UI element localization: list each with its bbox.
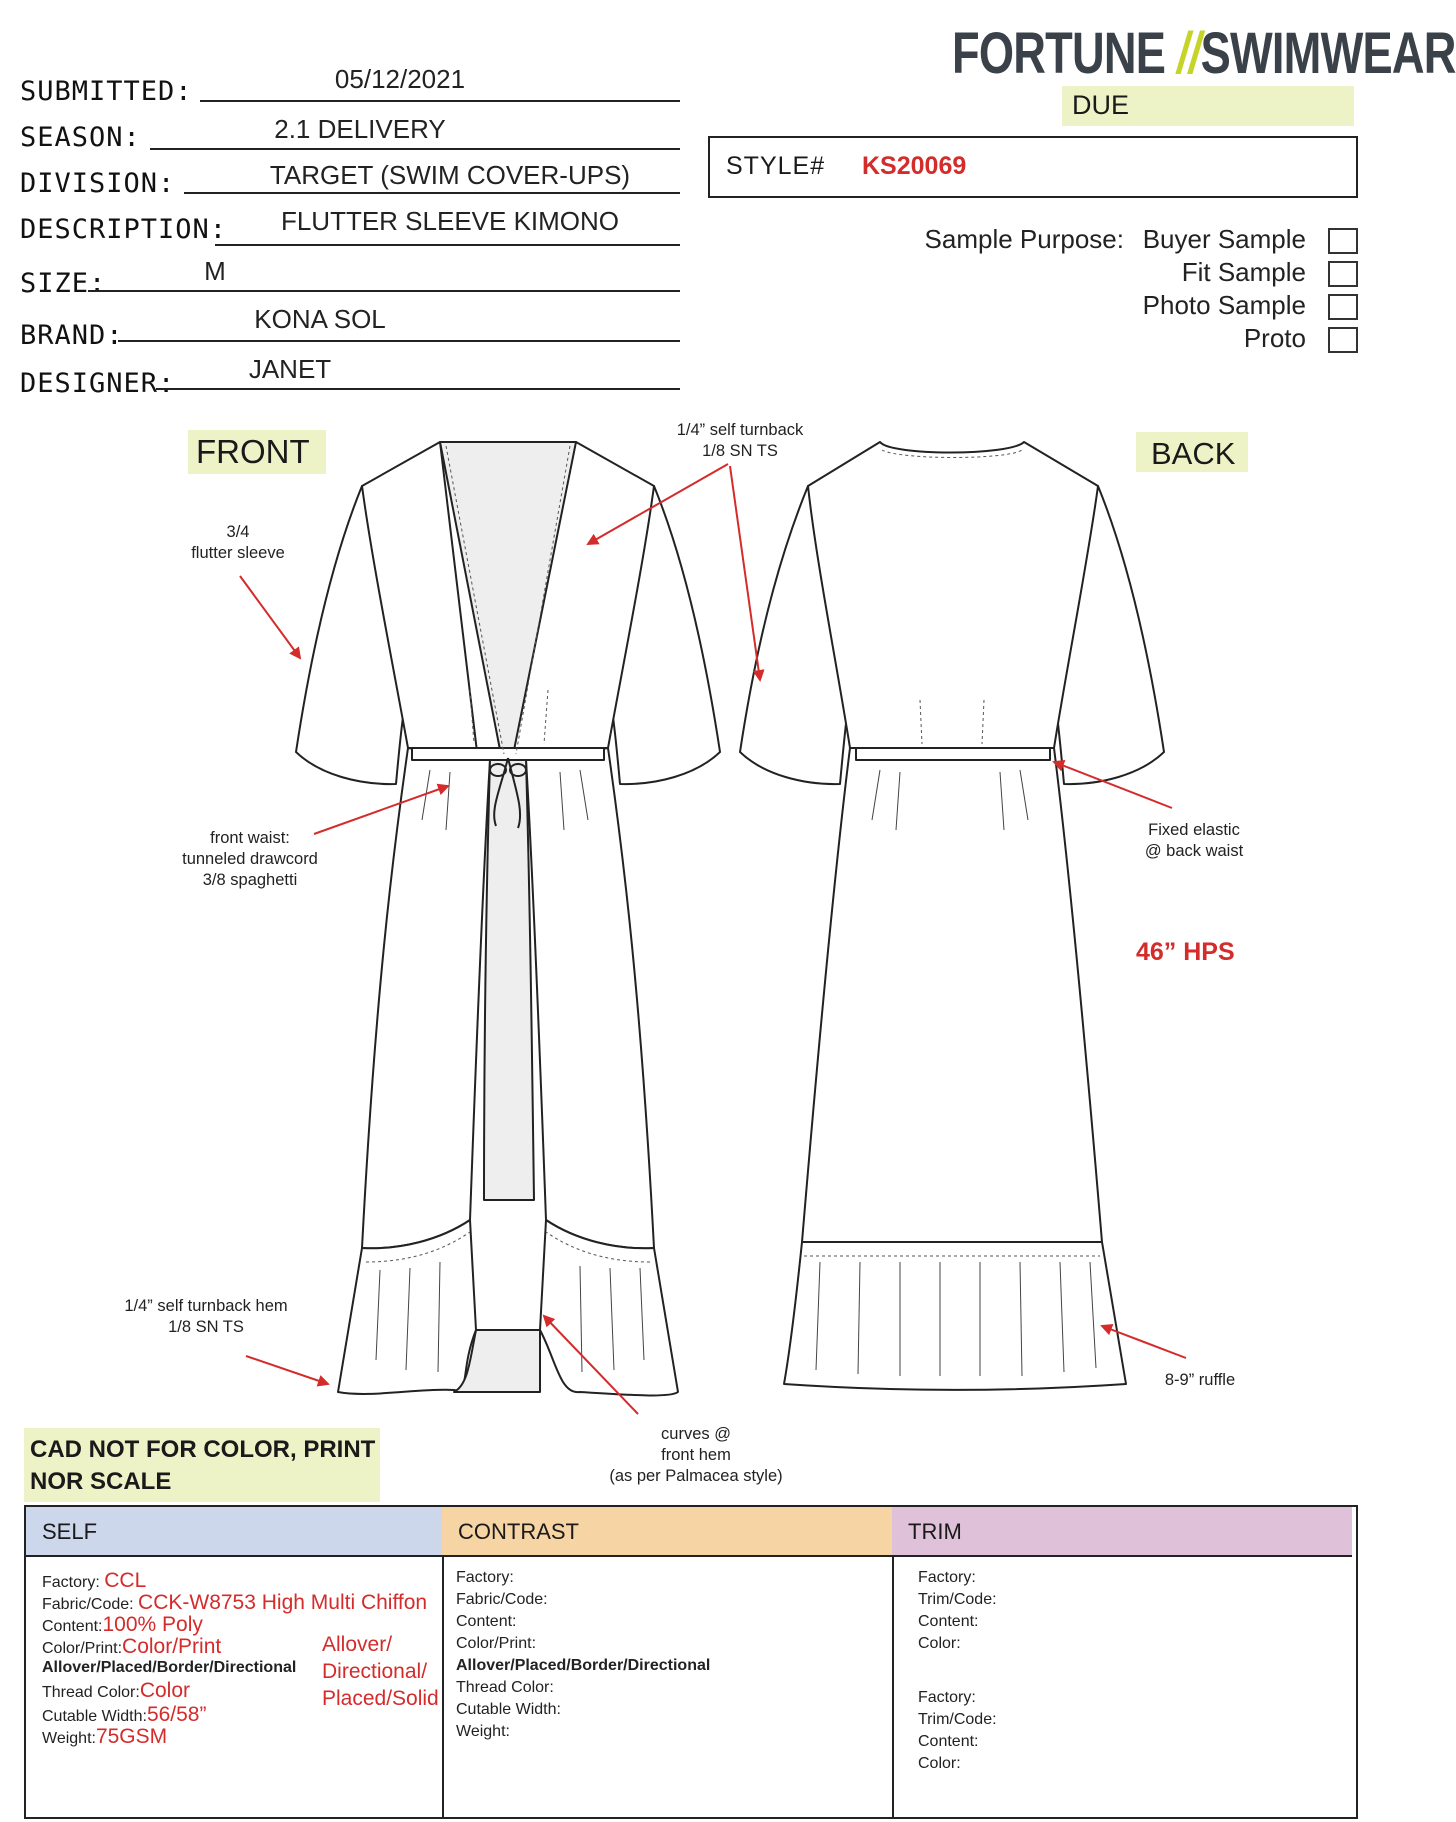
front-skirt	[362, 748, 490, 1248]
submitted-label: SUBMITTED:	[20, 76, 193, 107]
sleeve-note: 3/4 flutter sleeve	[191, 523, 285, 562]
brand-value: KONA SOL	[254, 304, 386, 334]
trim-code: Trim/Code:	[918, 1591, 997, 1608]
materials-table	[24, 1505, 1358, 1819]
sample-option-proto: Proto	[1243, 323, 1306, 353]
contrast-weight: Weight:	[456, 1723, 510, 1740]
size-label: SIZE:	[20, 268, 107, 299]
sample-option-fit: Fit Sample	[1181, 257, 1306, 287]
self-weight: Weight:75GSM	[42, 1725, 168, 1748]
curves-note: curves @ front hem (as per Palmacea style)	[609, 1425, 783, 1485]
disclaimer-text: CAD NOT FOR COLOR, PRINT NOR SCALE	[30, 1436, 376, 1495]
trim-header: TRIM	[892, 1507, 1352, 1557]
style-number: KS20069	[862, 152, 967, 180]
season-value: 2.1 DELIVERY	[274, 114, 446, 144]
self-fabric: Fabric/Code: CCK-W8753 High Multi Chiffon	[42, 1591, 428, 1614]
trim-color: Color:	[918, 1635, 961, 1652]
hps-measurement: 46” HPS	[1136, 938, 1235, 966]
self-print-types: Allover/Placed/Border/Directional	[42, 1659, 297, 1676]
self-color: Color/Print:Color/Print	[42, 1635, 222, 1658]
back-ruffle	[784, 1242, 1126, 1390]
style-label: STYLE#	[726, 152, 826, 180]
trim2-code: Trim/Code:	[918, 1711, 997, 1728]
trim-content: Content:	[918, 1613, 979, 1630]
self-content: Content:100% Poly	[42, 1613, 203, 1636]
front-garment	[296, 442, 720, 1395]
sample-purpose-label: Sample Purpose:	[924, 224, 1124, 254]
trim-factory: Factory:	[918, 1569, 976, 1586]
due-label: DUE	[1072, 90, 1130, 120]
back-label: BACK	[1151, 436, 1236, 471]
sample-option-photo: Photo Sample	[1142, 290, 1306, 320]
submitted-value: 05/12/2021	[334, 64, 466, 94]
waist-note: front waist: tunneled drawcord 3/8 spaghetti	[182, 829, 318, 889]
front-label: FRONT	[196, 433, 310, 470]
front-right-ruffle	[540, 1220, 678, 1395]
ruffle-note: 8-9” ruffle	[1164, 1371, 1236, 1389]
contrast-width: Cutable Width:	[456, 1701, 561, 1718]
contrast-column	[442, 1507, 894, 1817]
front-center-panel	[484, 760, 534, 1200]
contrast-header: CONTRAST	[442, 1507, 892, 1557]
turnback-note: 1/4” self turnback 1/8 SN TS	[676, 421, 804, 460]
sample-option-buyer: Buyer Sample	[1142, 224, 1306, 254]
contrast-fabric: Fabric/Code:	[456, 1591, 548, 1608]
disclaimer-box	[24, 1428, 380, 1502]
size-value: M	[204, 256, 226, 286]
self-header: SELF	[26, 1507, 442, 1557]
back-waistband	[856, 748, 1050, 760]
trim2-content: Content:	[918, 1733, 979, 1750]
back-garment	[740, 442, 1164, 1390]
contrast-print-types: Allover/Placed/Border/Directional	[456, 1657, 711, 1674]
brand-logo: FORTUNE //SWIMWEAR	[952, 21, 1456, 86]
division-label: DIVISION:	[20, 168, 176, 199]
front-skirt-right	[526, 748, 654, 1248]
designer-label: DESIGNER:	[20, 368, 176, 399]
self-factory: Factory: CCL	[42, 1569, 147, 1592]
hem-note: 1/4” self turnback hem 1/8 SN TS	[124, 1297, 288, 1336]
self-column	[26, 1507, 444, 1817]
self-thread: Thread Color:Color	[42, 1679, 191, 1702]
trim-column	[892, 1507, 1352, 1817]
contrast-thread: Thread Color:	[456, 1679, 554, 1696]
division-value: TARGET (SWIM COVER-UPS)	[269, 160, 631, 190]
self-width: Cutable Width:56/58”	[42, 1703, 207, 1726]
back-skirt	[802, 748, 1102, 1242]
trim2-color: Color:	[918, 1755, 961, 1772]
back-bodice	[808, 442, 1098, 748]
brand-label: BRAND:	[20, 320, 124, 351]
season-label: SEASON:	[20, 122, 141, 153]
contrast-color: Color/Print:	[456, 1635, 537, 1652]
trim2-factory: Factory:	[918, 1689, 976, 1706]
elastic-note: Fixed elastic @ back waist	[1144, 821, 1244, 860]
self-placement: Allover/ Directional/ Placed/Solid	[322, 1633, 439, 1710]
description-label: DESCRIPTION:	[20, 214, 228, 245]
description-value: FLUTTER SLEEVE KIMONO	[280, 206, 620, 236]
contrast-content: Content:	[456, 1613, 517, 1630]
contrast-factory: Factory:	[456, 1569, 514, 1586]
front-left-ruffle	[338, 1220, 476, 1394]
designer-value: JANET	[248, 354, 332, 384]
